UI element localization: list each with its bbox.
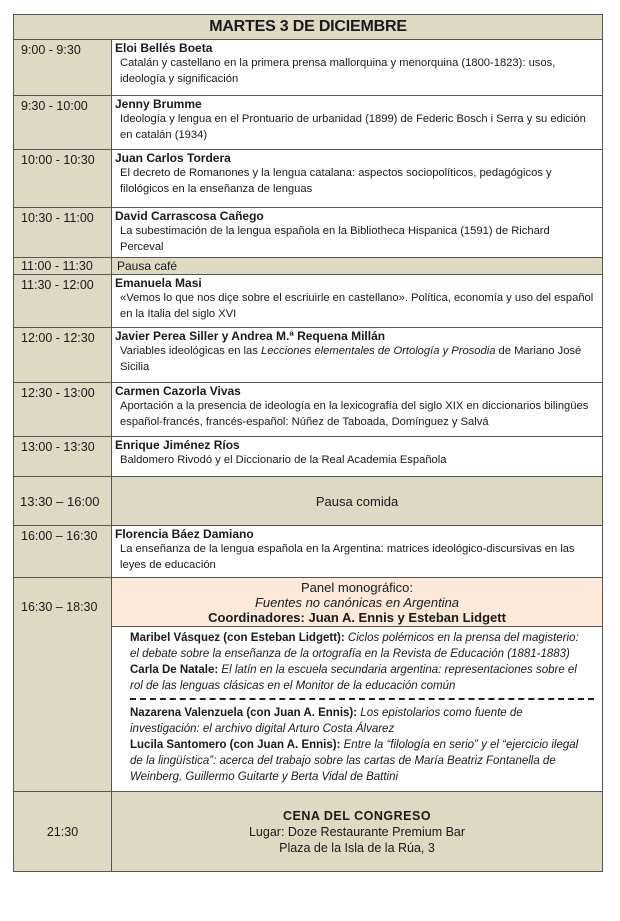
session-row	[14, 150, 603, 208]
session-time: 13:00 - 13:30	[14, 437, 112, 477]
session-time: 9:30 - 10:00	[14, 96, 112, 150]
session-abstract: Aportación a la presencia de ideología en la lexicografía del siglo XIX en diccionarios bilingües español-francés, francés-español: Núñez de Taboada, Domínguez y Salvá	[120, 400, 589, 428]
panel-coordinators: Coordinadores: Juan A. Ennis y Esteban Lidgett	[208, 610, 506, 625]
panel-time: 16:30 – 18:30	[14, 578, 112, 792]
panel-talk-name: Lucila Santomero (con Juan A. Ennis):	[130, 739, 341, 751]
lunch-break-label: Pausa comida	[112, 477, 603, 526]
dinner-title: CENA DEL CONGRESO	[282, 808, 432, 823]
session-time: 10:30 - 11:00	[14, 208, 112, 258]
panel-talk-title: Los epistolarios como fuente de investigación: el archivo digital Arturo Costa Álvarez	[130, 707, 523, 735]
schedule-table	[13, 14, 603, 872]
session-row	[14, 40, 603, 96]
session-time: 9:00 - 9:30	[14, 40, 112, 96]
panel-talk-name: Nazarena Valenzuela (con Juan A. Ennis):	[130, 707, 358, 719]
panel-talk	[112, 737, 602, 785]
session-row	[14, 328, 603, 383]
panel-talks	[112, 627, 603, 792]
session-abstract	[112, 343, 602, 377]
coffee-break-time: 11:00 - 11:30	[14, 258, 112, 275]
session-time: 12:30 - 13:00	[14, 383, 112, 437]
dinner-address: Plaza de la Isla de la Rúa, 3	[279, 840, 435, 855]
dinner-time: 21:30	[14, 792, 112, 872]
session-abstract: Catalán y castellano en la primera prensa mallorquina y menorquina (1800-1823): usos, ideología y significación	[120, 57, 556, 85]
panel-talk	[112, 630, 602, 662]
panel-divider-wrap	[112, 698, 602, 700]
session-speaker: Florencia Báez Damiano	[115, 527, 254, 541]
session-row	[14, 208, 603, 258]
session-row	[14, 526, 603, 578]
panel-talk-title: Ciclos polémicos en la prensa del magisterio: el debate sobre la enseñanza de la ortografía en la Revista de Educación (1881-1883)	[130, 632, 579, 660]
panel-talk-title: Entre la “filología en serio” y el “ejercicio ilegal de la lingüística”: acerca del trabajo sobre las cartas de María Beatriz Fontanella de Weinberg, Guillermo Guitarte y Berta Vidal de Battini	[130, 739, 579, 783]
panel-subtitle: Fuentes no canónicas en Argentina	[254, 595, 460, 610]
lunch-break-row	[14, 477, 603, 526]
session-speaker: Carmen Cazorla Vivas	[115, 384, 241, 398]
session-abstract: El decreto de Romanones y la lengua catalana: aspectos sociopolíticos, pedagógicos y filológicos en la enseñanza de lenguas	[120, 167, 552, 195]
session-abstract: La enseñanza de la lengua española en la Argentina: matrices ideológico-discursivas en las leyes de educación	[120, 543, 575, 571]
session-abstract: Ideología y lengua en el Prontuario de urbanidad (1899) de Federic Bosch i Serra y su edición en catalán (1934)	[120, 113, 586, 141]
session-speaker: Jenny Brumme	[115, 97, 202, 111]
session-row	[14, 437, 603, 477]
panel-talk	[112, 705, 602, 737]
session-time: 10:00 - 10:30	[14, 150, 112, 208]
abstract-pre: Variables ideológicas en las	[120, 345, 261, 357]
session-row	[14, 383, 603, 437]
abstract-italic-title: Lecciones elementales de Ortología y Prosodia	[260, 345, 496, 357]
day-title: MARTES 3 DE DICIEMBRE	[14, 15, 603, 40]
panel-header	[112, 578, 603, 627]
session-speaker: Emanuela Masi	[115, 276, 202, 290]
panel-heading: Panel monográfico:	[301, 580, 414, 595]
session-row	[14, 96, 603, 150]
program-sheet	[13, 14, 602, 872]
session-abstract: Baldomero Rivodó y el Diccionario de la Real Academia Española	[120, 454, 447, 466]
lunch-break-time: 13:30 – 16:00	[14, 477, 112, 526]
abstract-post: de Mariano José Sicilia	[120, 345, 582, 373]
session-time: 12:00 - 12:30	[14, 328, 112, 383]
session-speaker: Enrique Jiménez Ríos	[115, 438, 240, 452]
session-speaker: Juan Carlos Tordera	[115, 151, 231, 165]
session-abstract: La subestimación de la lengua española en la Bibliotheca Hispanica (1591) de Richard Perceval	[120, 225, 550, 253]
dinner-row	[14, 792, 603, 872]
panel-talk-title: El latín en la escuela secundaria argentina: representaciones sobre el rol de las lenguas clásicas en el Monitor de la educación común	[130, 664, 577, 692]
session-speaker: David Carrascosa Cañego	[115, 209, 264, 223]
panel-talk	[112, 662, 602, 694]
panel-dashed-divider	[130, 698, 594, 700]
dinner-info	[112, 792, 603, 872]
coffee-break-row	[14, 258, 603, 275]
session-speaker: Eloi Bellés Boeta	[115, 41, 213, 55]
panel-row	[14, 578, 603, 627]
session-row	[14, 275, 603, 328]
session-time: 11:30 - 12:00	[14, 275, 112, 328]
panel-talk-name: Carla De Natale:	[130, 664, 219, 676]
coffee-break-label: Pausa café	[112, 258, 603, 275]
panel-talk-name: Maribel Vásquez (con Esteban Lidgett):	[130, 632, 345, 644]
session-time: 16:00 – 16:30	[14, 526, 112, 578]
session-abstract: «Vemos lo que nos diçe sobre el escriuirle en castellano». Política, economía y uso del español en la Italia del siglo XVI	[120, 292, 594, 320]
session-speaker: Javier Perea Siller y Andrea M.ª Requena Millán	[115, 329, 386, 343]
dinner-place: Lugar: Doze Restaurante Premium Bar	[248, 824, 466, 839]
